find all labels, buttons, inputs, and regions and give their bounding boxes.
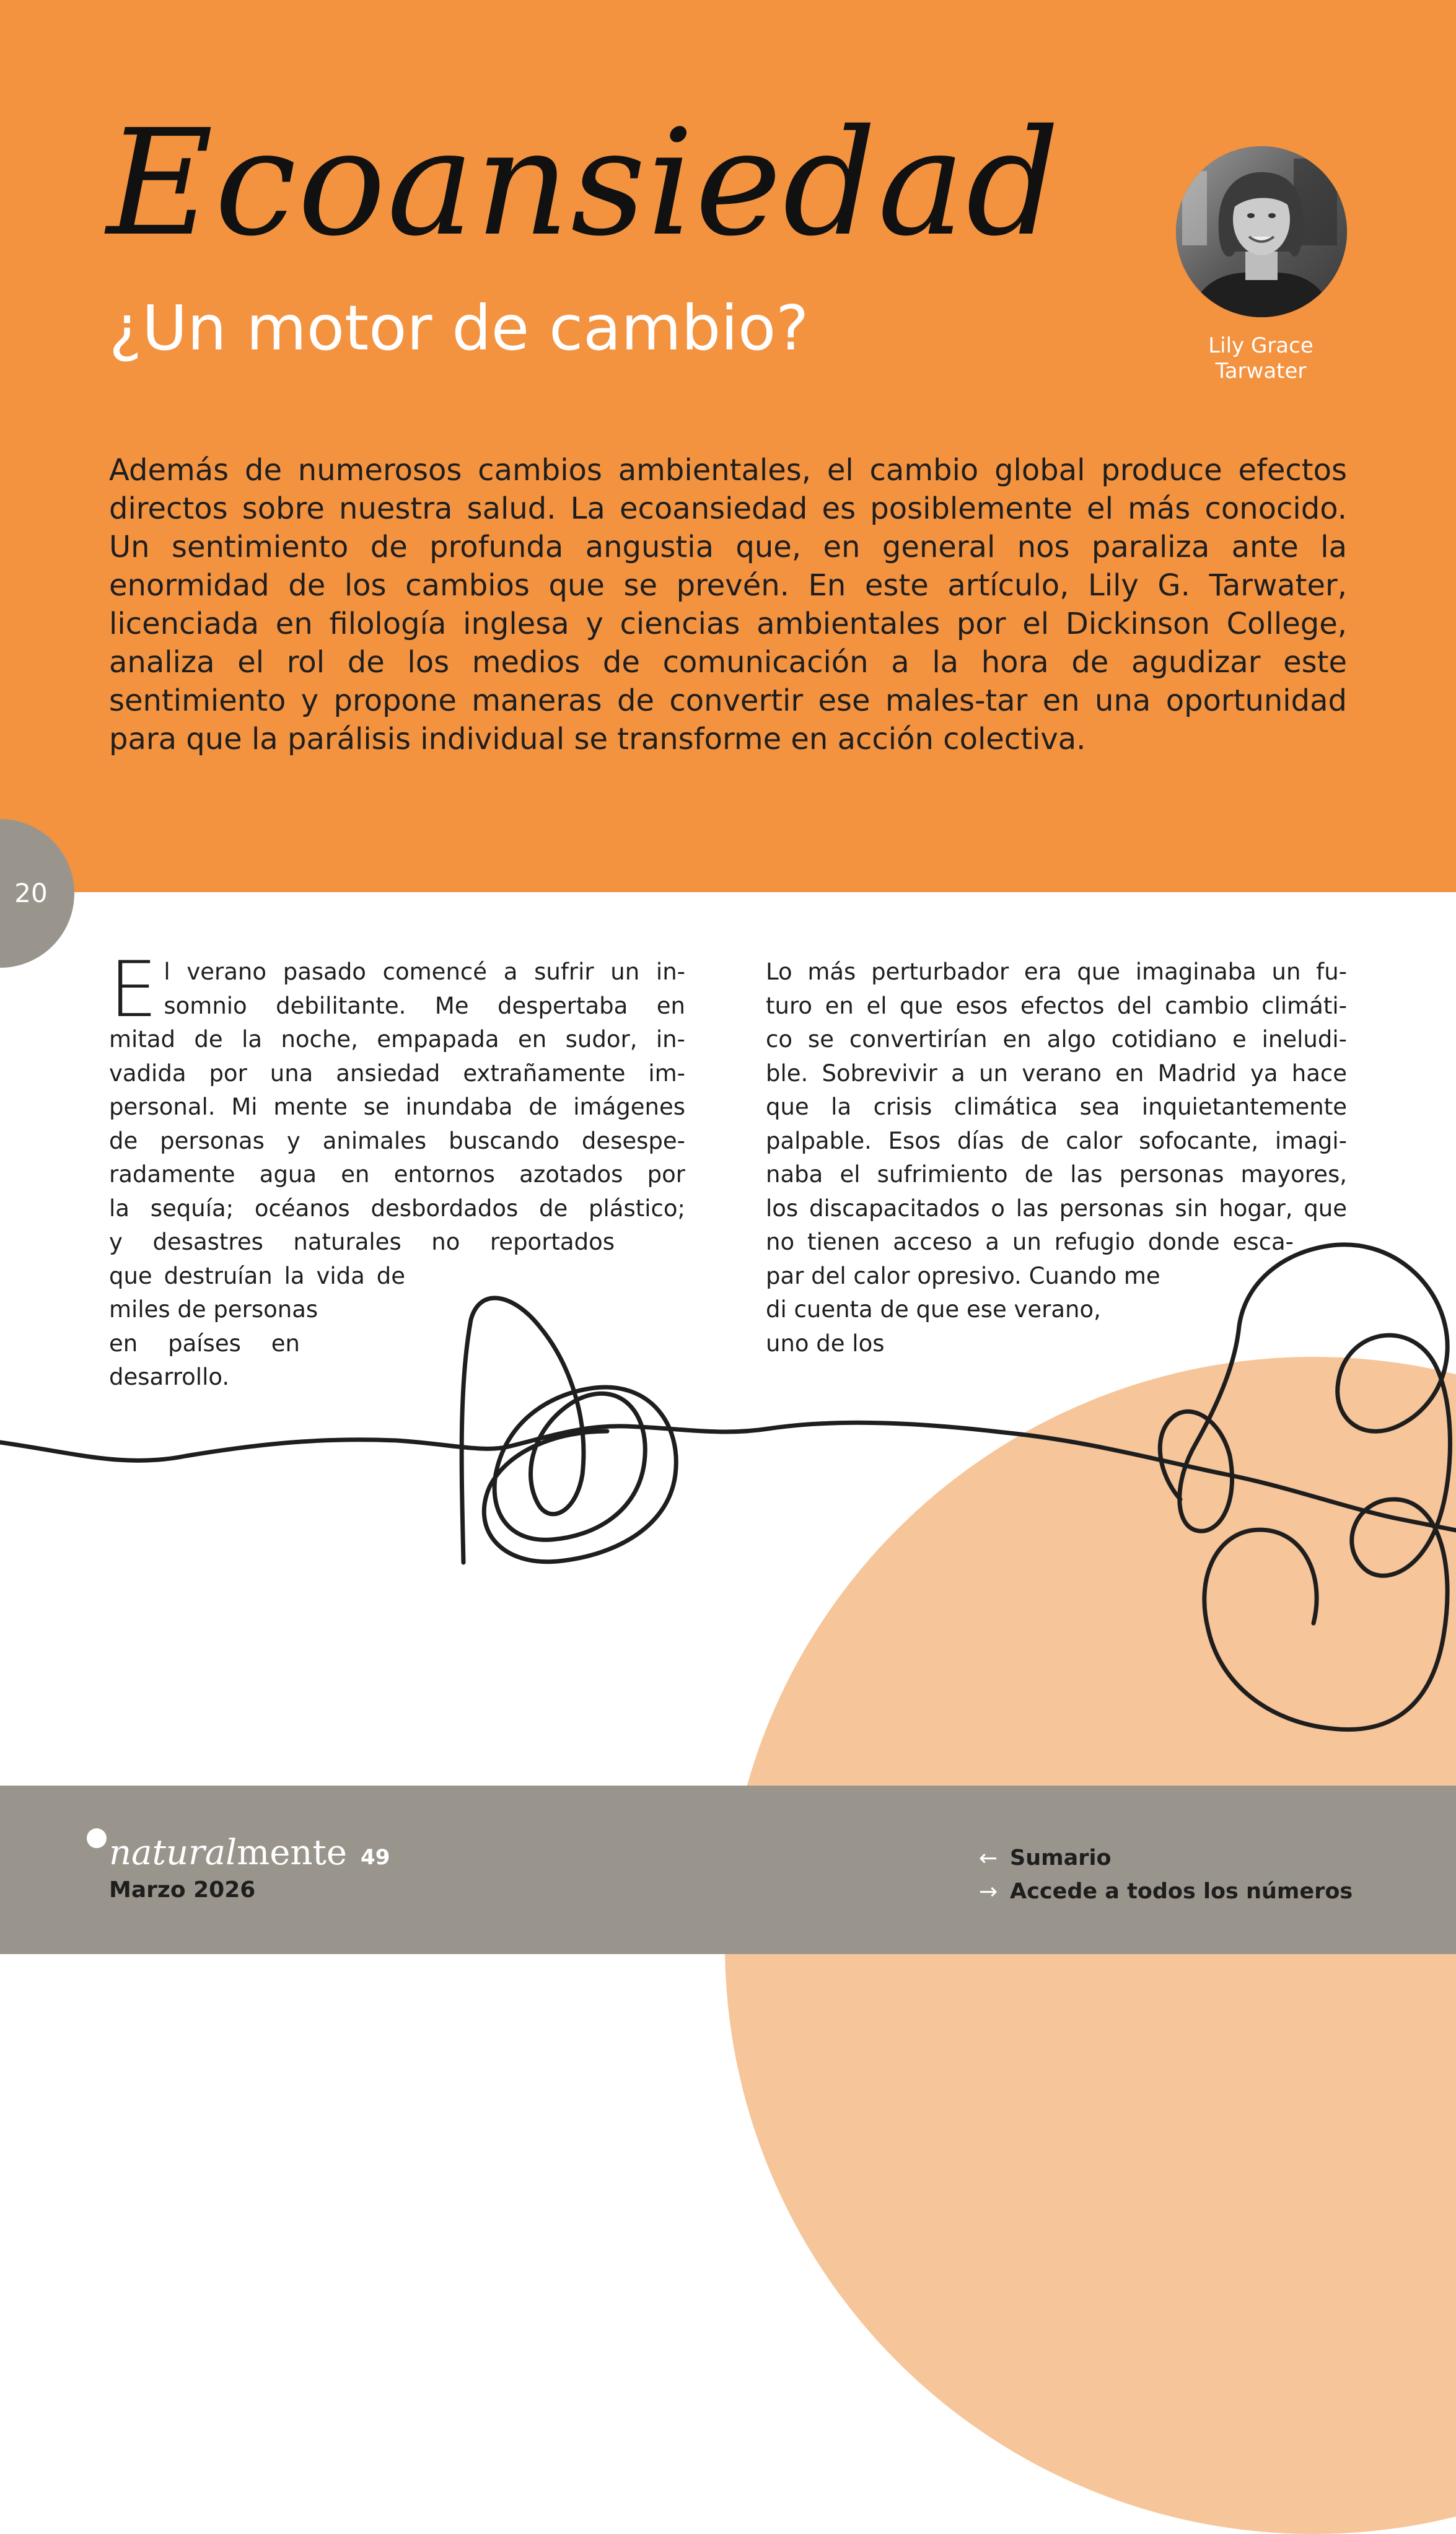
body-line: ble. Sobrevivir a un verano en Madrid ya hace (766, 1059, 1347, 1087)
body-line: que destruían la vida de (109, 1262, 405, 1289)
issue-number: 49 (361, 1845, 390, 1870)
body-line: no tienen acceso a un refugio donde esca- (766, 1229, 1294, 1255)
article-intro: Además de numerosos cambios ambientales, el cambio global produce efectos directos sobre nuestra salud. La ecoansiedad es posiblemente el más conocido. Un sentimiento de profunda angustia que, en general nos paraliza ante la enormidad de los cambios que se prevén. En este artículo, Lily G. Tarwater, licenciada en filología inglesa y ciencias ambientales por el Dickinson College, analiza el rol de los medios de comunicación a la hora de agudizar este sentimiento y propone maneras de convertir ese males-tar en una oportunidad para que la parálisis individual se transforme en acción colectiva. (109, 453, 1347, 756)
body-line: co se convertirían en algo cotidiano e ineludi- (766, 1026, 1347, 1053)
body-line: los discapacitados o las personas sin hogar, que (766, 1195, 1347, 1222)
sumario-label: Sumario (1010, 1846, 1112, 1870)
author-name-line2: Tarwater (1215, 359, 1307, 384)
logo-dot-icon (87, 1828, 107, 1848)
body-line: par del calor opresivo. Cuando me (766, 1262, 1160, 1289)
body-line: palpable. Esos días de calor sofocante, imagi- (766, 1127, 1347, 1154)
article-subtitle: ¿Un motor de cambio? (109, 292, 809, 364)
issue-date: Marzo 2026 (109, 1877, 256, 1903)
page-number: 20 (14, 878, 48, 908)
author-name-line1: Lily Grace (1208, 333, 1313, 358)
body-line: radamente agua en entornos azotados por (109, 1161, 685, 1188)
body-line: personal. Mi mente se inundaba de imágenes (109, 1094, 685, 1120)
body-column-2 (766, 955, 1347, 1361)
arrow-left-icon: ← (979, 1845, 998, 1871)
magazine-logo[interactable] (87, 1833, 390, 1873)
body-line: vadida por una ansiedad extrañamente im- (109, 1059, 685, 1087)
body-line: di cuenta de que ese verano, (766, 1296, 1101, 1323)
author-portrait (1176, 146, 1347, 317)
body-line: y desastres naturales no reportados (109, 1229, 615, 1255)
logo-prefix: natural (109, 1833, 237, 1873)
body-line: mitad de la noche, empapada en sudor, in- (109, 1026, 685, 1053)
body-line: uno de los (766, 1330, 885, 1357)
logo-suffix: mente (237, 1833, 348, 1873)
arrow-right-icon: → (979, 1879, 998, 1905)
body-column-1 (109, 945, 685, 1395)
all-issues-link[interactable] (979, 1875, 1353, 1908)
article-title: Ecoansiedad (107, 98, 1061, 268)
body-line: l verano pasado comencé a sufrir un in- (164, 958, 685, 985)
author-name (1165, 333, 1357, 385)
body-line: Lo más perturbador era que imaginaba un fu- (766, 958, 1347, 985)
body-line: miles de personas (109, 1296, 318, 1323)
body-line: la sequía; océanos desbordados de plástico; (109, 1195, 685, 1222)
author-portrait-icon (1176, 146, 1347, 317)
body-line: desarrollo. (109, 1364, 230, 1390)
body-line: naba el sufrimiento de las personas mayores, (766, 1161, 1347, 1188)
body-line: turo en el que esos efectos del cambio climáti- (766, 992, 1347, 1019)
body-line: que la crisis climática sea inquietantemente (766, 1094, 1347, 1120)
body-line: de personas y animales buscando desespe- (109, 1127, 685, 1154)
all-issues-label: Accede a todos los números (1010, 1879, 1353, 1904)
sumario-link[interactable] (979, 1841, 1353, 1875)
drop-cap: E (109, 945, 158, 1035)
footer-nav (979, 1841, 1353, 1908)
body-line: en países en (109, 1330, 300, 1357)
body-line: somnio debilitante. Me despertaba en (164, 992, 685, 1019)
